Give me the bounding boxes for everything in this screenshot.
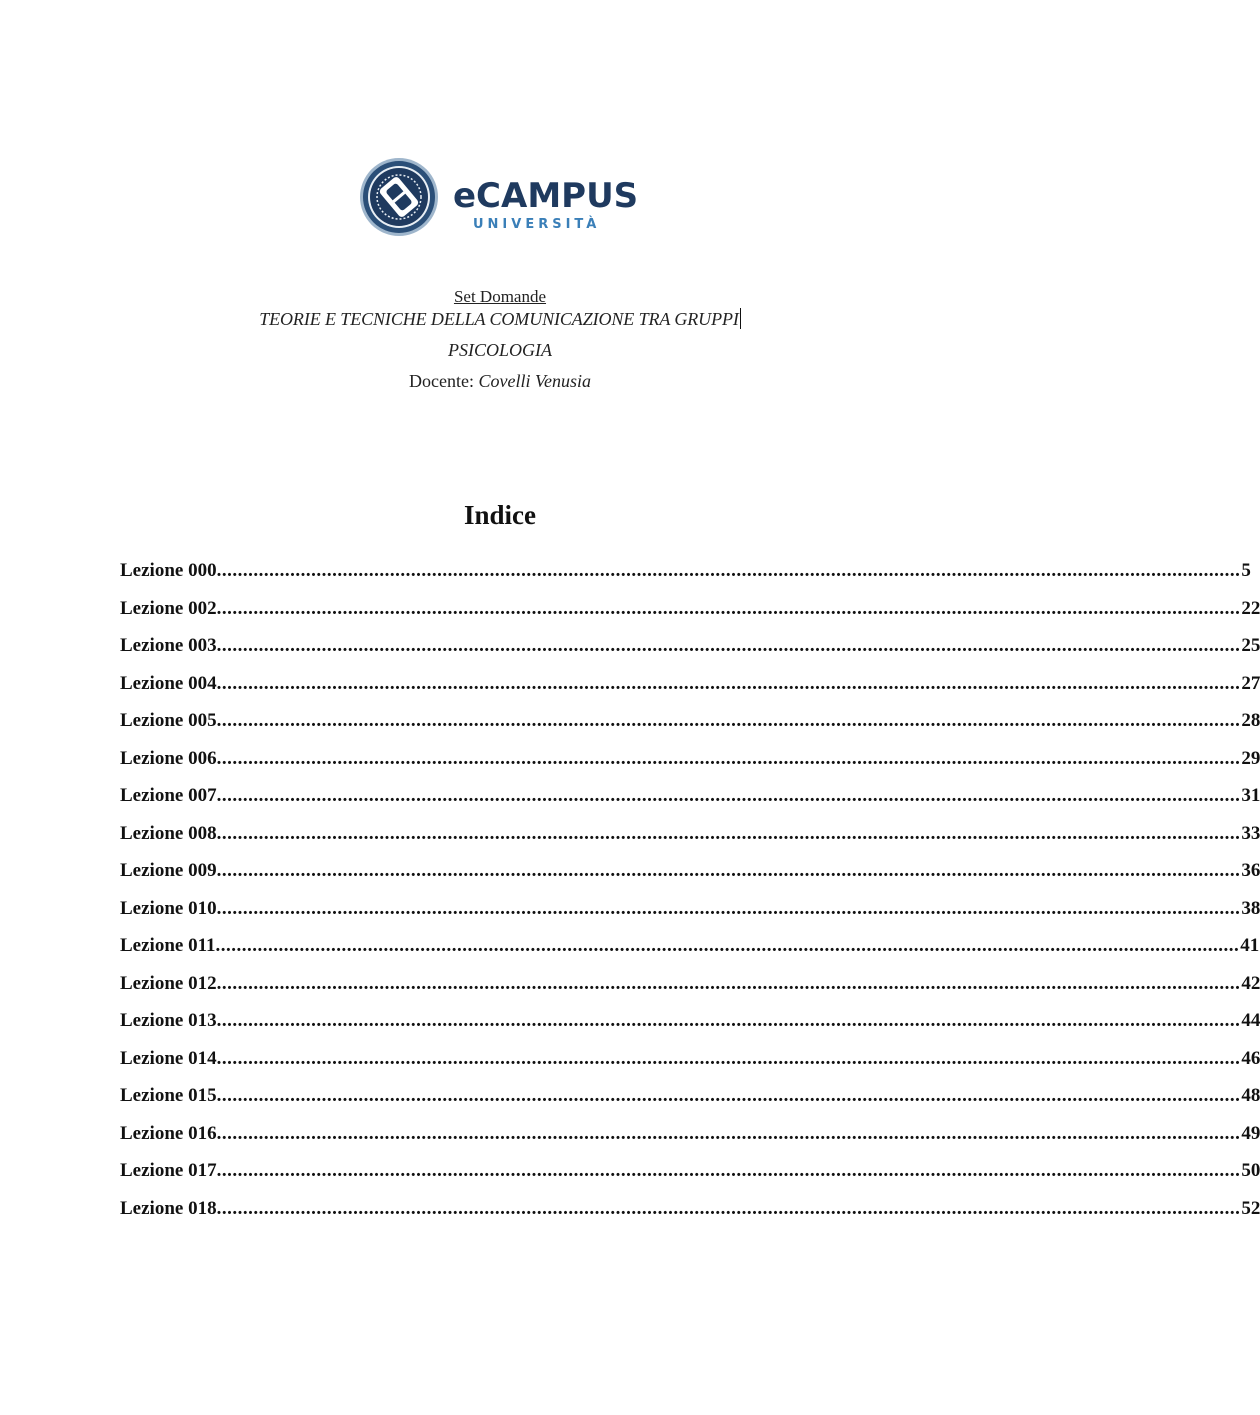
- toc-dot-leader: ...................................................................................................................................................................................................: [216, 972, 1241, 994]
- docente-name: Covelli Venusia: [478, 371, 591, 391]
- toc-entry-page: 31: [1241, 785, 1260, 806]
- toc-entry-label: Lezione 018: [120, 1197, 217, 1219]
- toc-entry[interactable]: [120, 822, 1260, 860]
- toc-entry-page: 5: [1241, 560, 1251, 581]
- toc-entry-page: 52: [1241, 1197, 1260, 1219]
- toc-entry-page: 27: [1241, 672, 1260, 694]
- toc-entry-page: 33: [1241, 822, 1260, 844]
- toc-entry[interactable]: [120, 1047, 1260, 1085]
- toc-entry[interactable]: [120, 1122, 1260, 1160]
- toc-dot-leader: ...................................................................................................................................................................................................: [216, 560, 1241, 581]
- toc-entry-page: 49: [1241, 1122, 1260, 1144]
- toc-entry-label: Lezione 016: [120, 1122, 217, 1144]
- toc-entry[interactable]: [120, 934, 1260, 972]
- toc-entry-label: Lezione 000: [120, 560, 217, 581]
- toc-entry[interactable]: [120, 784, 1260, 822]
- toc-entry[interactable]: [120, 709, 1260, 747]
- toc-entry-label: Lezione 011: [120, 935, 216, 956]
- toc-entry-page: 42: [1241, 972, 1260, 994]
- toc-entry-label: Lezione 005: [120, 710, 217, 731]
- toc-dot-leader: ...................................................................................................................................................................................................: [216, 1122, 1241, 1144]
- toc-entry-label: Lezione 007: [120, 785, 217, 806]
- toc-dot-leader: ...................................................................................................................................................................................................: [216, 1010, 1241, 1031]
- course-title-text: TEORIE E TECNICHE DELLA COMUNICAZIONE TRA GRUPPI: [259, 309, 739, 329]
- toc-entry[interactable]: [120, 1159, 1260, 1197]
- toc-entry-label: Lezione 015: [120, 1085, 217, 1106]
- toc-entry-page: 50: [1241, 1160, 1260, 1181]
- toc-entry[interactable]: [120, 859, 1260, 897]
- svg-text:eCAMPUS: eCAMPUS: [453, 176, 639, 216]
- index-title: Indice: [463, 500, 536, 530]
- toc-dot-leader: ...................................................................................................................................................................................................: [216, 1085, 1241, 1106]
- toc-entry[interactable]: [120, 559, 1251, 597]
- toc-entry-label: Lezione 009: [120, 860, 217, 881]
- toc-dot-leader: ...................................................................................................................................................................................................: [216, 785, 1241, 806]
- toc-entry[interactable]: [120, 747, 1260, 785]
- toc-entry[interactable]: [120, 897, 1260, 935]
- toc-entry-label: Lezione 017: [120, 1160, 217, 1181]
- ecampus-seal-icon: [359, 157, 439, 237]
- toc-entry-label: Lezione 010: [120, 897, 217, 919]
- docente-line: [0, 369, 1000, 393]
- toc-dot-leader: ...................................................................................................................................................................................................: [216, 860, 1241, 881]
- toc-entry[interactable]: [120, 672, 1260, 710]
- toc-entry-page: 46: [1241, 1047, 1260, 1069]
- toc-dot-leader: ...................................................................................................................................................................................................: [216, 747, 1241, 769]
- docente-label: Docente:: [409, 371, 474, 391]
- toc-entry-label: Lezione 004: [120, 672, 217, 694]
- toc-entry-label: Lezione 003: [120, 635, 217, 656]
- ecampus-wordmark: [451, 171, 639, 237]
- toc-entry[interactable]: [120, 972, 1260, 1010]
- toc-dot-leader: ...................................................................................................................................................................................................: [216, 897, 1241, 919]
- toc-entry[interactable]: [120, 1009, 1260, 1047]
- svg-text:UNIVERSITÀ: UNIVERSITÀ: [473, 217, 601, 232]
- toc-entry-label: Lezione 012: [120, 972, 217, 994]
- toc-entry-page: 29: [1241, 747, 1260, 769]
- toc-dot-leader: ...................................................................................................................................................................................................: [216, 1047, 1241, 1069]
- toc-entry[interactable]: [120, 1084, 1260, 1122]
- course-title: [0, 307, 1000, 331]
- toc-entry-page: 38: [1241, 897, 1260, 919]
- toc-entry-label: Lezione 002: [120, 597, 217, 619]
- toc-entry-label: Lezione 014: [120, 1047, 217, 1069]
- toc-dot-leader: ...................................................................................................................................................................................................: [216, 822, 1241, 844]
- toc-entry[interactable]: [120, 634, 1260, 672]
- toc-dot-leader: ...................................................................................................................................................................................................: [216, 1160, 1241, 1181]
- toc-entry-page: 28: [1241, 710, 1260, 731]
- toc-dot-leader: ...................................................................................................................................................................................................: [216, 597, 1241, 619]
- toc-entry-page: 44: [1241, 1010, 1260, 1031]
- toc-dot-leader: ...................................................................................................................................................................................................: [216, 672, 1241, 694]
- toc-entry-page: 22: [1241, 597, 1260, 619]
- ecampus-logo: [359, 157, 639, 239]
- toc-dot-leader: ...................................................................................................................................................................................................: [216, 635, 1241, 656]
- faculty-name: PSICOLOGIA: [448, 340, 552, 360]
- toc-entry[interactable]: [120, 597, 1260, 635]
- toc-entry-label: Lezione 008: [120, 822, 217, 844]
- toc-entry[interactable]: [120, 1197, 1260, 1235]
- toc-entry-page: 36: [1241, 860, 1260, 881]
- toc-entry-label: Lezione 006: [120, 747, 217, 769]
- toc-entry-page: 48: [1241, 1085, 1260, 1106]
- text-cursor: [740, 308, 741, 329]
- toc-dot-leader: ...................................................................................................................................................................................................: [216, 710, 1241, 731]
- table-of-contents: [120, 559, 1260, 1234]
- set-domande-heading: Set Domande: [453, 287, 547, 306]
- toc-entry-label: Lezione 013: [120, 1010, 217, 1031]
- toc-entry-page: 25: [1241, 635, 1260, 656]
- toc-dot-leader: ...................................................................................................................................................................................................: [215, 935, 1240, 956]
- toc-entry-page: 41: [1240, 935, 1260, 956]
- toc-dot-leader: ...................................................................................................................................................................................................: [216, 1197, 1241, 1219]
